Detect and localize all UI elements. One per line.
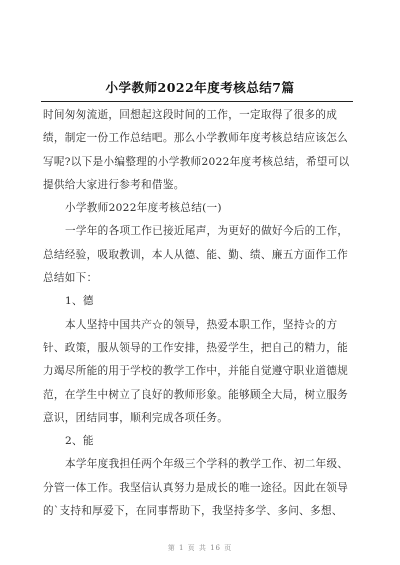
page-footer: 第 1 页 共 16 页 bbox=[167, 544, 233, 552]
subheading-de: 1、德 bbox=[65, 295, 94, 308]
intro-paragraph: 时间匆匆流逝，回想起这段时间的工作，一定取得了很多的成绩，制定一份工作总结吧。那么小学教师年度考核总结应该怎么写呢?以下是小编整理的小学教师2022年度考核总结，希望可以提供给大家进行参考和借鉴。 bbox=[43, 109, 350, 191]
title-divider bbox=[41, 101, 353, 102]
body-paragraph: 一学年的各项工作已接近尾声，为更好的做好今后的工作，总结经验，吸取教训，本人从德、能、勤、绩、廉五方面作工作总结如下： bbox=[43, 225, 349, 285]
body-paragraph: 本学年度我担任两个年级三个学科的教学工作、初二年级、分管一体工作。我坚信认真努力是成长的唯一途径。因此在领导的`支持和厚爱下，在同事帮助下，我坚持多学、多问、多想、 bbox=[43, 458, 349, 518]
document-body bbox=[43, 104, 355, 523]
body-paragraph: 本人坚持中国共产☆的领导，热爱本职工作，坚持☆的方针、政策，服从领导的工作安排，热爱学生，把自己的精力，能力竭尽所能的用于学校的教学工作中，并能自觉遵守职业道德规范，在学生中树立了良好的教师形象。能够顾全大局，树立服务意识，团结同事，顺利完成各项任务。 bbox=[43, 318, 349, 424]
section-heading: 小学教师2022年度考核总结(一) bbox=[65, 202, 222, 215]
document-title: 小学教师2022年度考核总结7篇 bbox=[105, 80, 295, 95]
subheading-neng: 2、能 bbox=[65, 435, 94, 448]
